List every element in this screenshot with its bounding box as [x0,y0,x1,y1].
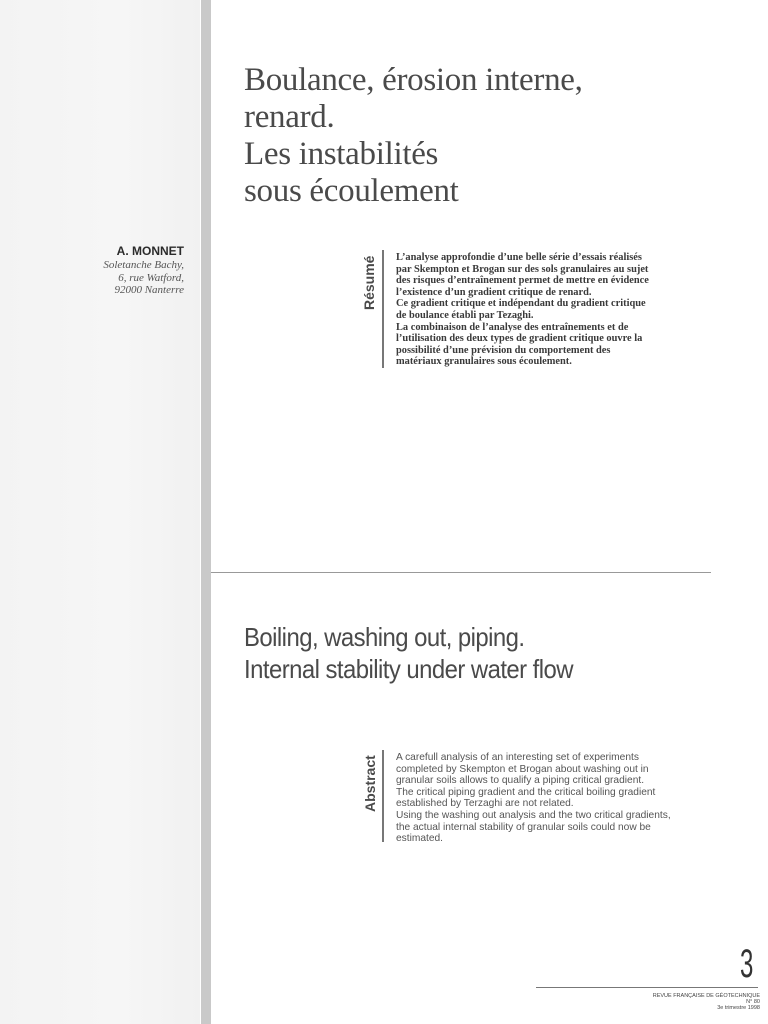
resume-line: l’utilisation des deux types de gradient critique ouvre la [396,333,643,345]
section-divider [211,572,711,573]
author-affiliation-line: 92000 Nanterre [114,284,184,296]
french-title [244,62,724,210]
french-title-line: Boulance, érosion interne, [244,62,583,98]
abstract-label: Abstract [362,755,378,812]
french-title-line: renard. [244,99,335,135]
resume-label-bar [382,250,384,368]
resume-line: par Skempton et Brogan sur des sols granulaires au sujet [396,263,649,275]
english-title [244,621,686,685]
page-number: 3 [740,942,754,986]
left-margin-strip [0,0,200,1024]
abstract-line: the actual internal stability of granular soils could now be [396,821,651,833]
resume-line: L’analyse approfondie d’une belle série d’essais réalisés [396,252,642,263]
vertical-divider-bar [201,0,211,1024]
abstract-text [396,752,716,845]
french-title-line: sous écoulement [244,173,459,209]
resume-line: Ce gradient critique et indépendant du gradient critique [396,298,646,310]
abstract-line: granular soils allows to qualify a piping critical gradient. [396,775,645,787]
resume-line: La combinaison de l’analyse des entraînements et de [396,321,629,333]
abstract-line: completed by Skempton et Brogan about washing out in [396,763,649,775]
resume-line: des risques d’entraînement permet de mettre en évidence [396,275,649,287]
french-title-line: Les instabilités [244,136,439,172]
author-affiliation-line: Soletanche Bachy, [103,259,184,271]
english-title-line: Boiling, washing out, piping. [244,622,525,652]
author-block [40,244,184,297]
abstract-label-bar [382,750,384,842]
resume-text [396,252,716,368]
resume-line: de boulance établi par Tezaghi. [396,309,534,321]
abstract-line: estimated. [396,833,443,845]
resume-line: matériaux granulaires sous écoulement. [396,356,572,368]
author-affiliation-line: 6, rue Watford, [118,271,184,284]
abstract-line: established by Terzaghi are not related. [396,798,574,810]
footer-line: N° 80 [746,999,760,1006]
footer-rule [536,987,758,988]
abstract-line: A carefull analysis of an interesting set of experiments [396,752,639,763]
resume-label: Résumé [361,255,377,310]
abstract-line: The critical piping gradient and the critical boiling gradient [396,786,656,798]
author-name: A. MONNET [116,244,184,258]
resume-line: possibilité d’une prévision du comportement des [396,344,611,356]
resume-line: l’existence d’un gradient critique de renard. [396,286,592,298]
abstract-line: Using the washing out analysis and the two critical gradients, [396,809,671,821]
footer-line: REVUE FRANÇAISE DE GÉOTECHNIQUE [652,993,760,999]
footer-line: 3e trimestre 1998 [717,1005,760,1012]
english-title-line: Internal stability under water flow [244,654,574,684]
journal-footer [560,993,760,1012]
